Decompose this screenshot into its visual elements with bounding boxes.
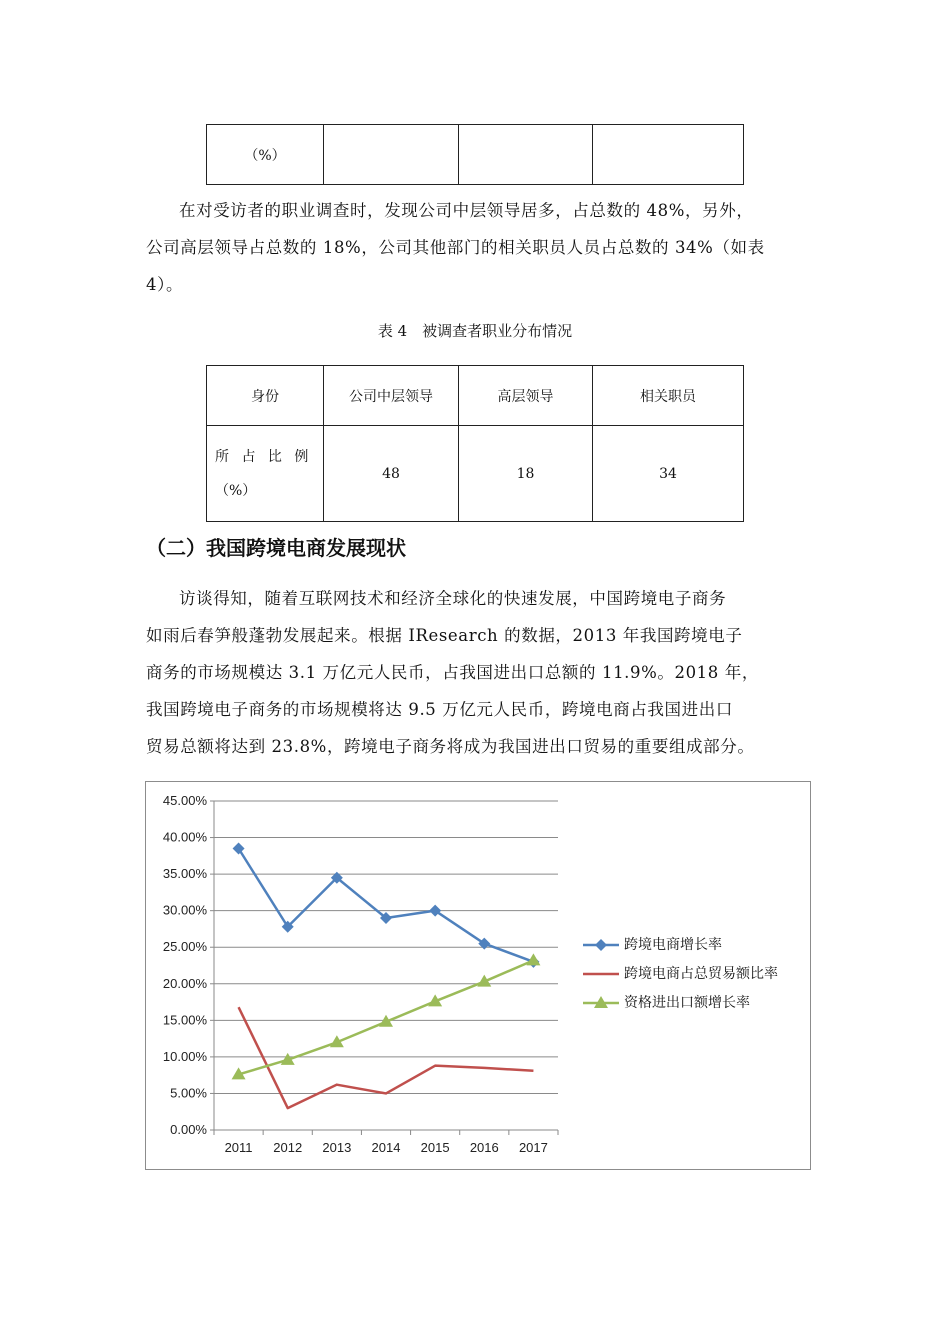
table-cell: 18 <box>459 426 593 522</box>
y-tick-label: 15.00% <box>162 1012 207 1028</box>
y-tick-label: 40.00% <box>162 829 207 845</box>
top-table-cell <box>324 125 459 185</box>
x-tick-label: 2017 <box>518 1140 548 1155</box>
y-tick-label: 25.00% <box>162 939 207 955</box>
top-table-row-label: （%） <box>207 125 324 185</box>
paragraph-line: 贸易总额将达到 23.8%，跨境电子商务将成为我国进出口贸易的重要组成部分。 <box>146 737 755 756</box>
data-point-diamond <box>233 843 245 855</box>
paragraph-line: 如雨后春笋般蓬勃发展起来。根据 IResearch 的数据，2013 年我国跨境电子 <box>146 626 743 645</box>
y-tick-label: 35.00% <box>162 866 207 882</box>
y-tick-label: 20.00% <box>162 975 207 991</box>
paragraph-line: 在对受访者的职业调查时，发现公司中层领导居多，占总数的 48%，另外， <box>179 201 754 220</box>
legend-item <box>582 934 778 963</box>
occupation-table <box>206 365 744 522</box>
top-table-cell <box>459 125 593 185</box>
paragraph-line: 访谈得知，随着互联网技术和经济全球化的快速发展，中国跨境电子商务 <box>179 589 727 608</box>
y-tick-label: 10.00% <box>162 1048 207 1064</box>
x-tick-label: 2011 <box>224 1140 253 1155</box>
y-tick-label: 0.00% <box>170 1122 207 1137</box>
series-line <box>239 849 534 962</box>
paragraph-line: 公司高层领导占总数的 18%，公司其他部门的相关职员人员占总数的 34%（如表 <box>146 238 765 257</box>
table-caption: 表 4 被调查者职业分布情况 <box>377 322 573 340</box>
paragraph-occupation <box>146 192 811 303</box>
y-tick-label: 30.00% <box>162 902 207 918</box>
paragraph-line: 4）。 <box>146 275 184 294</box>
legend-label: 跨境电商增长率 <box>624 937 722 953</box>
table-header: 高层领导 <box>459 366 593 426</box>
paragraph-line: 我国跨境电子商务的市场规模将达 9.5 万亿元人民币，跨境电商占我国进出口 <box>146 700 733 719</box>
table-header: 相关职员 <box>593 366 744 426</box>
y-tick-label: 45.00% <box>162 793 207 808</box>
table-header: 身份 <box>207 366 324 426</box>
table-cell: 34 <box>593 426 744 522</box>
legend-label: 跨境电商占总贸易额比率 <box>624 966 778 982</box>
paragraph-ecommerce <box>146 580 811 765</box>
legend-item <box>582 992 778 1021</box>
chart-legend <box>582 934 778 1021</box>
row-label-line: （%） <box>215 482 257 499</box>
table-header: 公司中层领导 <box>324 366 459 426</box>
x-tick-label: 2013 <box>322 1140 352 1155</box>
row-label-line: 所 占 比 例 <box>215 448 313 465</box>
x-tick-label: 2016 <box>469 1140 499 1155</box>
legend-item <box>582 963 778 992</box>
legend-swatch <box>582 934 620 956</box>
line-chart <box>145 781 811 1170</box>
section-heading: （二）我国跨境电商发展现状 <box>146 536 406 560</box>
legend-swatch <box>582 992 620 1014</box>
legend-label: 资格进出口额增长率 <box>624 995 750 1011</box>
top-table-cell <box>593 125 744 185</box>
x-tick-label: 2012 <box>273 1140 303 1155</box>
top-table <box>206 124 744 185</box>
paragraph-line: 商务的市场规模达 3.1 万亿元人民币，占我国进出口总额的 11.9%。2018 年， <box>146 663 759 682</box>
x-tick-label: 2015 <box>420 1140 450 1155</box>
x-tick-label: 2014 <box>371 1140 401 1155</box>
table-row-label <box>207 426 324 522</box>
table-cell: 48 <box>324 426 459 522</box>
y-tick-label: 5.00% <box>170 1085 207 1101</box>
legend-swatch <box>582 963 620 985</box>
